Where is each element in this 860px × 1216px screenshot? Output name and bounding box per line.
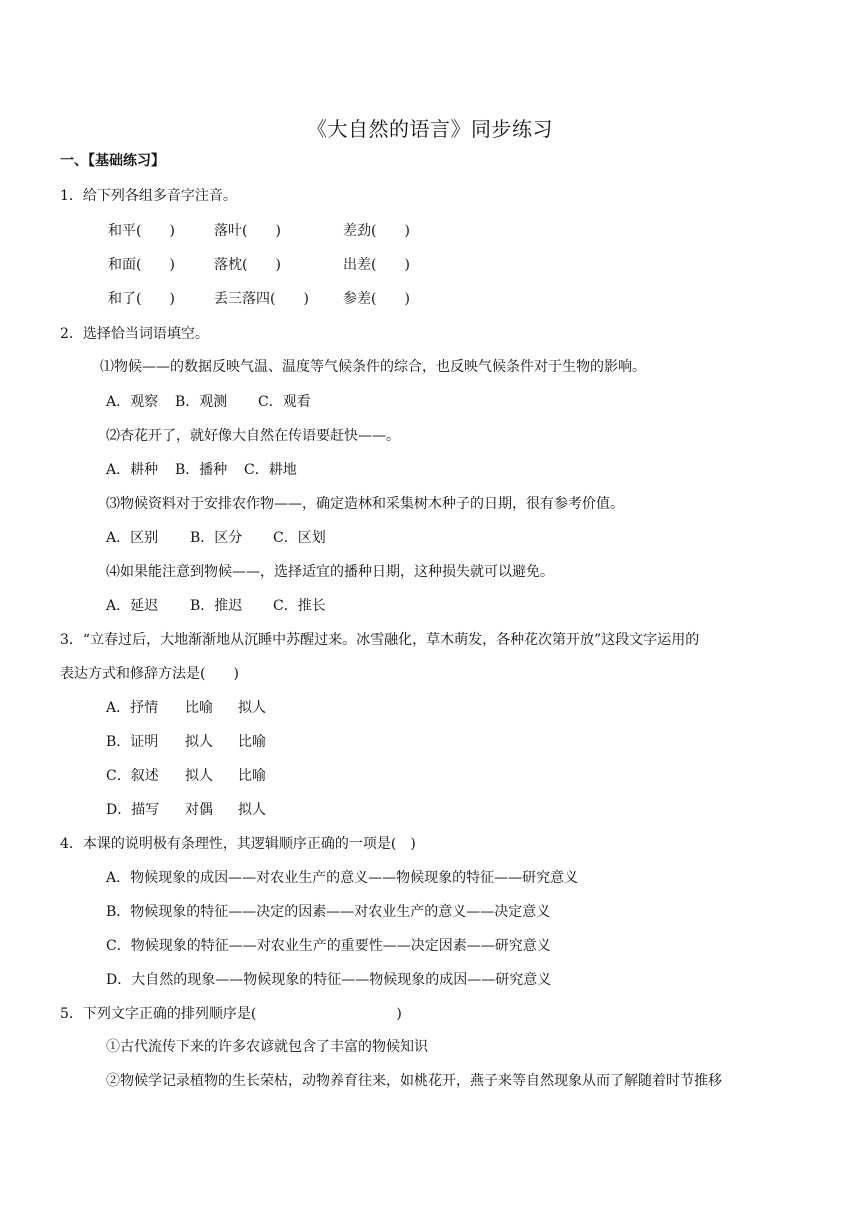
q1-item: 参差( ) [343, 291, 410, 307]
q5-item-2: ②物候学记录植物的生长荣枯，动物养育往来，如桃花开，燕子来等自然现象从而了解随着时节推移 [106, 1073, 722, 1089]
option-c: C．区划 [273, 530, 326, 546]
q1-item: 落枕( ) [214, 257, 281, 273]
option-term: 拟人 [238, 802, 266, 818]
option-term: 对偶 [185, 802, 213, 818]
q3-stem-line-1: 3．“立春过后，大地渐渐地从沉睡中苏醒过来。冰雪融化，草木萌发，各种花次第开放”这段文字运用的 [60, 632, 700, 648]
q1-item: 落叶( ) [214, 223, 281, 239]
q1-item: 丢三落四( ) [214, 291, 309, 307]
option-c: C．耕地 [244, 462, 297, 478]
option-term: 拟人 [238, 700, 266, 716]
option-b: B．推迟 [190, 598, 243, 614]
option-term: 比喻 [185, 700, 213, 716]
q5-stem: 5．下列文字正确的排列顺序是( ) [60, 1006, 402, 1022]
option-term: 拟人 [185, 768, 213, 784]
option-label: C．叙述 [106, 768, 159, 784]
option-a: A．区别 [106, 530, 159, 546]
q4-option-c: C．物候现象的特征——对农业生产的重要性——决定因素——研究意义 [106, 938, 551, 954]
q4-option-d: D．大自然的现象——物候现象的特征——物候现象的成因——研究意义 [106, 972, 552, 988]
q2-item-4: ⑷如果能注意到物候——，选择适宜的播种日期，这种损失就可以避免。 [106, 564, 554, 580]
option-label: D．描写 [106, 802, 160, 818]
option-term: 比喻 [238, 768, 266, 784]
section-heading-basic: 一、【基础练习】 [60, 153, 165, 169]
q3-stem-line-2: 表达方式和修辞方法是( ) [60, 666, 239, 682]
q1-item: 差劲( ) [343, 223, 410, 239]
q4-stem: 4．本课的说明极有条理性，其逻辑顺序正确的一项是( ) [60, 836, 416, 852]
q1-stem: 1．给下列各组多音字注音。 [60, 188, 237, 204]
q1-item: 和平( ) [108, 223, 175, 239]
q2-item-3: ⑶物候资料对于安排农作物——，确定造林和采集树木种子的日期，很有参考价值。 [106, 496, 624, 512]
option-label: B．证明 [106, 734, 159, 750]
option-b: B．区分 [190, 530, 243, 546]
q2-item-2: ⑵杏花开了，就好像大自然在传语要赶快——。 [106, 428, 400, 444]
option-a: A．延迟 [106, 598, 159, 614]
option-c: C．推长 [273, 598, 326, 614]
option-term: 拟人 [185, 734, 213, 750]
q2-stem: 2．选择恰当词语填空。 [60, 326, 209, 342]
q5-item-1: ①古代流传下来的许多农谚就包含了丰富的物候知识 [106, 1039, 428, 1055]
q2-item-1: ⑴物候——的数据反映气温、温度等气候条件的综合，也反映气候条件对于生物的影响。 [100, 359, 646, 375]
q1-item: 和面( ) [108, 257, 175, 273]
option-b: B．观测 [175, 394, 228, 410]
q1-item: 和了( ) [108, 291, 175, 307]
option-term: 比喻 [238, 734, 266, 750]
option-c: C．观看 [258, 394, 311, 410]
option-a: A．耕种 [106, 462, 159, 478]
option-label: A．抒情 [106, 700, 159, 716]
page-title: 《大自然的语言》同步练习 [307, 117, 553, 141]
option-b: B．播种 [175, 462, 228, 478]
q4-option-a: A．物候现象的成因——对农业生产的意义——物候现象的特征——研究意义 [106, 870, 579, 886]
q4-option-b: B．物候现象的特征——决定的因素——对农业生产的意义——决定意义 [106, 904, 551, 920]
q1-item: 出差( ) [343, 257, 410, 273]
option-a: A．观察 [106, 394, 159, 410]
